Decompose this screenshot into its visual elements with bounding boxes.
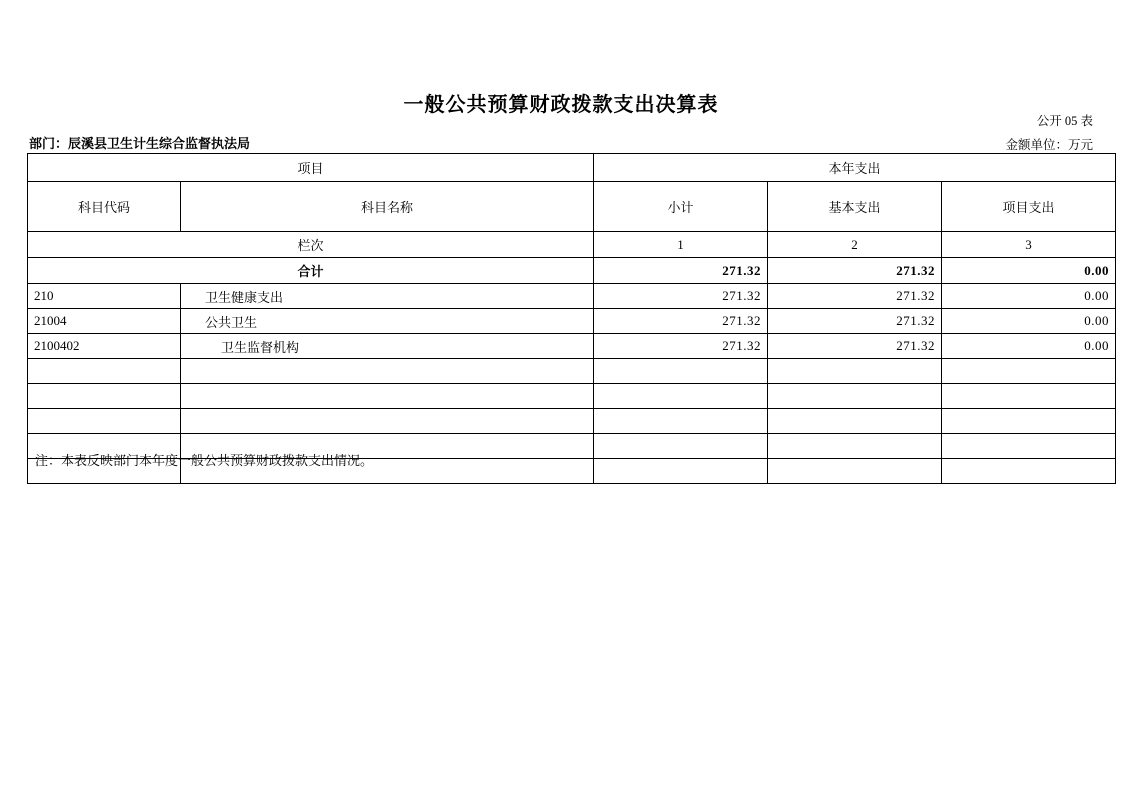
- rank-value-2: 2: [768, 232, 942, 258]
- row-subtotal: 271.32: [594, 309, 768, 334]
- rank-value-1: 1: [594, 232, 768, 258]
- total-project: 0.00: [942, 258, 1116, 284]
- total-label: 合计: [28, 258, 594, 284]
- header-name: 科目名称: [181, 182, 594, 232]
- empty-cell: [594, 359, 768, 384]
- table-total-row: [28, 258, 1116, 284]
- table-note: 注：本表反映部门本年度一般公共预算财政拨款支出情况。: [35, 453, 374, 468]
- empty-cell: [942, 384, 1116, 409]
- row-subtotal: 271.32: [594, 334, 768, 359]
- empty-cell: [28, 359, 181, 384]
- empty-cell: [594, 409, 768, 434]
- empty-cell: [942, 434, 1116, 459]
- empty-cell: [942, 459, 1116, 484]
- rank-value-3: 3: [942, 232, 1116, 258]
- row-project: 0.00: [942, 334, 1116, 359]
- header-basic: 基本支出: [768, 182, 942, 232]
- row-code: 210: [28, 284, 181, 309]
- empty-cell: [28, 409, 181, 434]
- row-project: 0.00: [942, 284, 1116, 309]
- header-code: 科目代码: [28, 182, 181, 232]
- empty-cell: [942, 359, 1116, 384]
- empty-cell: [768, 359, 942, 384]
- table-row-empty: [28, 359, 1116, 384]
- row-name: 卫生健康支出: [181, 284, 594, 309]
- table-row: [28, 334, 1116, 359]
- row-basic: 271.32: [768, 309, 942, 334]
- row-name: 卫生监督机构: [181, 334, 594, 359]
- table-rank-row: [28, 232, 1116, 258]
- empty-cell: [594, 434, 768, 459]
- amount-unit-label: 金额单位：万元: [1005, 138, 1093, 152]
- page-title: 一般公共预算财政拨款支出决算表: [403, 94, 719, 116]
- header-current-year-group: 本年支出: [594, 154, 1116, 182]
- total-subtotal: 271.32: [594, 258, 768, 284]
- form-code-label: 公开 05 表: [1036, 114, 1093, 128]
- table-header-row: [28, 182, 1116, 232]
- empty-cell: [181, 384, 594, 409]
- header-item-group: 项目: [28, 154, 594, 182]
- empty-cell: [768, 384, 942, 409]
- table-row-empty: [28, 384, 1116, 409]
- table-header-group-row: [28, 154, 1116, 182]
- header-project: 项目支出: [942, 182, 1116, 232]
- table-row: [28, 284, 1116, 309]
- table-row-empty: [28, 409, 1116, 434]
- row-basic: 271.32: [768, 334, 942, 359]
- row-code: 21004: [28, 309, 181, 334]
- row-code: 2100402: [28, 334, 181, 359]
- empty-cell: [181, 409, 594, 434]
- total-basic: 271.32: [768, 258, 942, 284]
- row-project: 0.00: [942, 309, 1116, 334]
- header-subtotal: 小计: [594, 182, 768, 232]
- table-row: [28, 309, 1116, 334]
- empty-cell: [594, 459, 768, 484]
- budget-expenditure-table: [27, 153, 1116, 484]
- empty-cell: [768, 459, 942, 484]
- empty-cell: [28, 384, 181, 409]
- empty-cell: [181, 359, 594, 384]
- rank-label: 栏次: [28, 232, 594, 258]
- empty-cell: [768, 409, 942, 434]
- department-label: 部门：辰溪县卫生计生综合监督执法局: [29, 136, 251, 151]
- row-subtotal: 271.32: [594, 284, 768, 309]
- empty-cell: [768, 434, 942, 459]
- row-basic: 271.32: [768, 284, 942, 309]
- empty-cell: [942, 409, 1116, 434]
- row-name: 公共卫生: [181, 309, 594, 334]
- empty-cell: [594, 384, 768, 409]
